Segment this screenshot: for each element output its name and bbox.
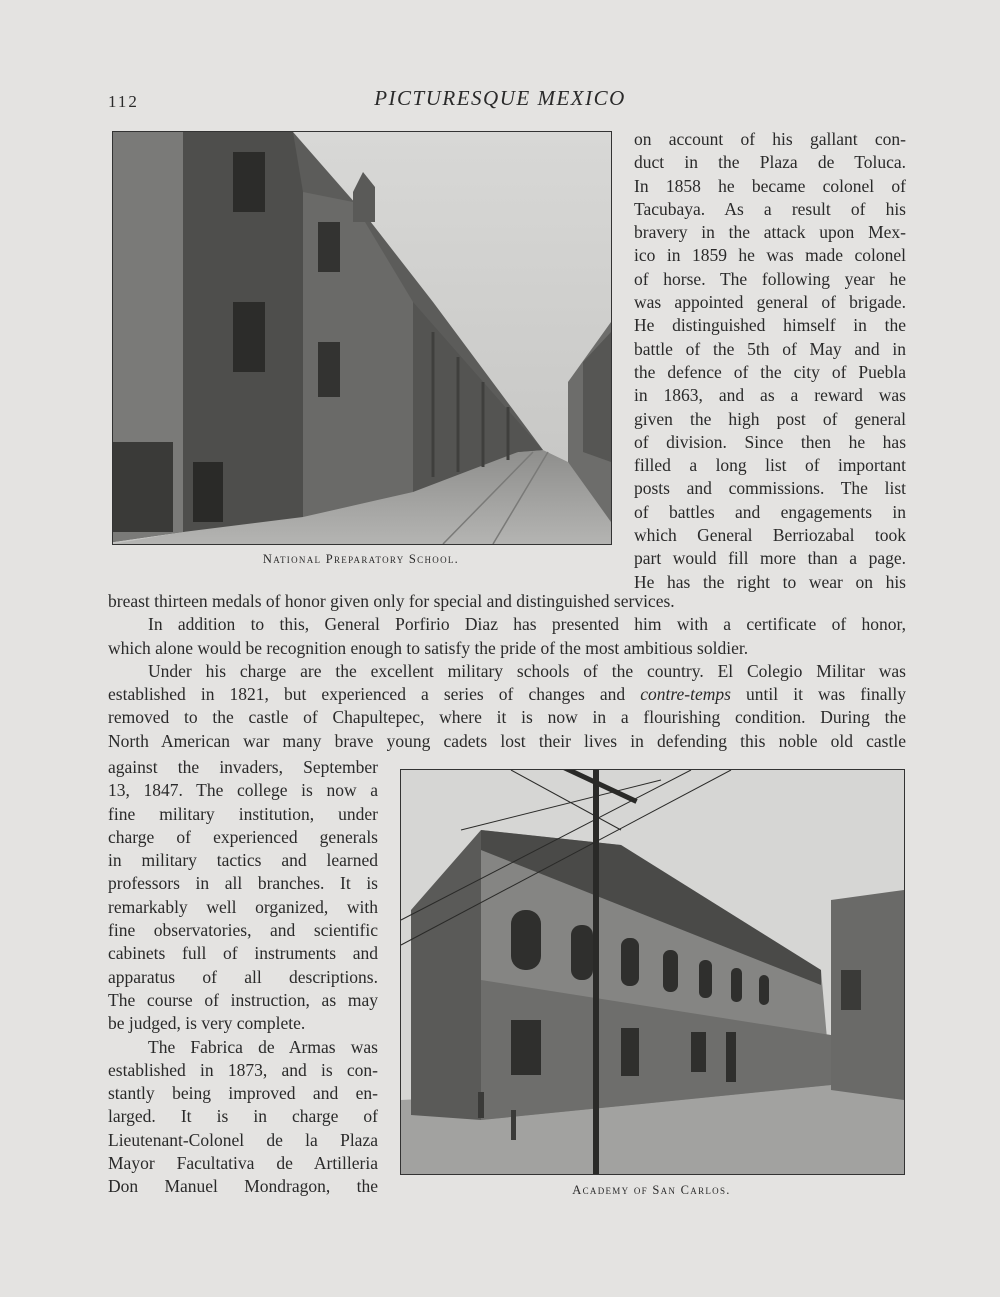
text-line: ico in 1859 he was made colonel	[634, 245, 906, 266]
text-line: fine military institution, under	[108, 803, 378, 824]
right-column-text	[634, 128, 906, 594]
text-line: be judged, is very complete.	[108, 1013, 306, 1034]
text-line: the defence of the city of Puebla	[634, 361, 906, 382]
text-line: in 1863, and as a reward was	[634, 385, 906, 406]
text-line: Lieutenant-Colonel de la Plaza	[108, 1129, 378, 1150]
photo-national-preparatory-school	[112, 131, 612, 545]
text-line: In 1858 he became colonel of	[634, 175, 906, 196]
text-segment: until it was finally	[730, 684, 906, 705]
text-line: in military tactics and learned	[108, 850, 378, 871]
text-line: which alone would be recognition enough to satisfy the pride of the most ambitious soldier.	[108, 637, 749, 658]
text-line: battle of the 5th of May and in	[634, 338, 906, 359]
text-line	[108, 683, 906, 706]
caption-national-preparatory-school: National Preparatory School.	[262, 552, 460, 566]
text-line: charge of experienced generals	[108, 826, 378, 847]
text-line: remarkably well organized, with	[108, 896, 378, 917]
text-line: Tacubaya. As a result of his	[634, 198, 906, 219]
page-number: 112	[108, 92, 139, 111]
text-line: established in 1873, and is con-	[108, 1059, 378, 1080]
text-line: North American war many brave young cadets lost their lives in defending this noble old castle	[108, 730, 906, 751]
text-line: cabinets full of instruments and	[108, 943, 378, 964]
text-line: fine observatories, and scientific	[108, 920, 378, 941]
text-line: of horse. The following year he	[634, 268, 906, 289]
text-line: part would fill more than a page.	[634, 548, 906, 569]
text-line: bravery in the attack upon Mex-	[634, 222, 906, 243]
text-line: breast thirteen medals of honor given only for special and distinguished services.	[108, 591, 675, 611]
text-line: which General Berriozabal took	[634, 525, 906, 546]
text-line: on account of his gallant con-	[634, 129, 906, 149]
text-line: He has the right to wear on his	[634, 571, 906, 592]
text-line: of division. Since then he has	[634, 431, 906, 452]
text-line: Under his charge are the excellent military schools of the country. El Colegio Militar was	[148, 660, 906, 681]
text-line: 13, 1847. The college is now a	[108, 780, 378, 801]
text-line: duct in the Plaza de Toluca.	[634, 152, 906, 173]
left-column-text	[108, 756, 378, 1199]
caption-academy-of-san-carlos: Academy of San Carlos.	[572, 1183, 731, 1197]
text-line: filled a long list of important	[634, 455, 906, 476]
text-line: removed to the castle of Chapultepec, where it is now in a flourishing condition. During the	[108, 707, 906, 728]
text-line: Mayor Facultativa de Artilleria	[108, 1153, 378, 1174]
text-line: He distinguished himself in the	[634, 315, 906, 336]
italic-term: contre-temps	[640, 684, 731, 705]
text-line: was appointed general of brigade.	[634, 292, 906, 313]
text-line: In addition to this, General Porfirio Diaz has presented him with a certificate of honor,	[148, 614, 906, 635]
running-title: PICTURESQUE MEXICO	[374, 86, 626, 110]
text-line: apparatus of all descriptions.	[108, 966, 378, 987]
text-line: professors in all branches. It is	[108, 873, 378, 894]
text-segment: established in 1821, but experienced a series of changes and	[108, 684, 641, 705]
text-line: of battles and engagements in	[634, 501, 906, 522]
text-line: larged. It is in charge of	[108, 1106, 378, 1127]
text-line: stantly being improved and en-	[108, 1083, 378, 1104]
text-line: The Fabrica de Armas was	[148, 1036, 378, 1057]
text-line: given the high post of general	[634, 408, 906, 429]
text-line: The course of instruction, as may	[108, 989, 378, 1010]
text-line: against the invaders, September	[108, 757, 378, 777]
academy-building-image	[401, 770, 904, 1174]
photo-academy-of-san-carlos	[400, 769, 905, 1175]
street-facade-image	[113, 132, 611, 544]
text-line: posts and commissions. The list	[634, 478, 906, 499]
text-line: Don Manuel Mondragon, the	[108, 1176, 378, 1197]
full-width-text	[108, 590, 906, 753]
